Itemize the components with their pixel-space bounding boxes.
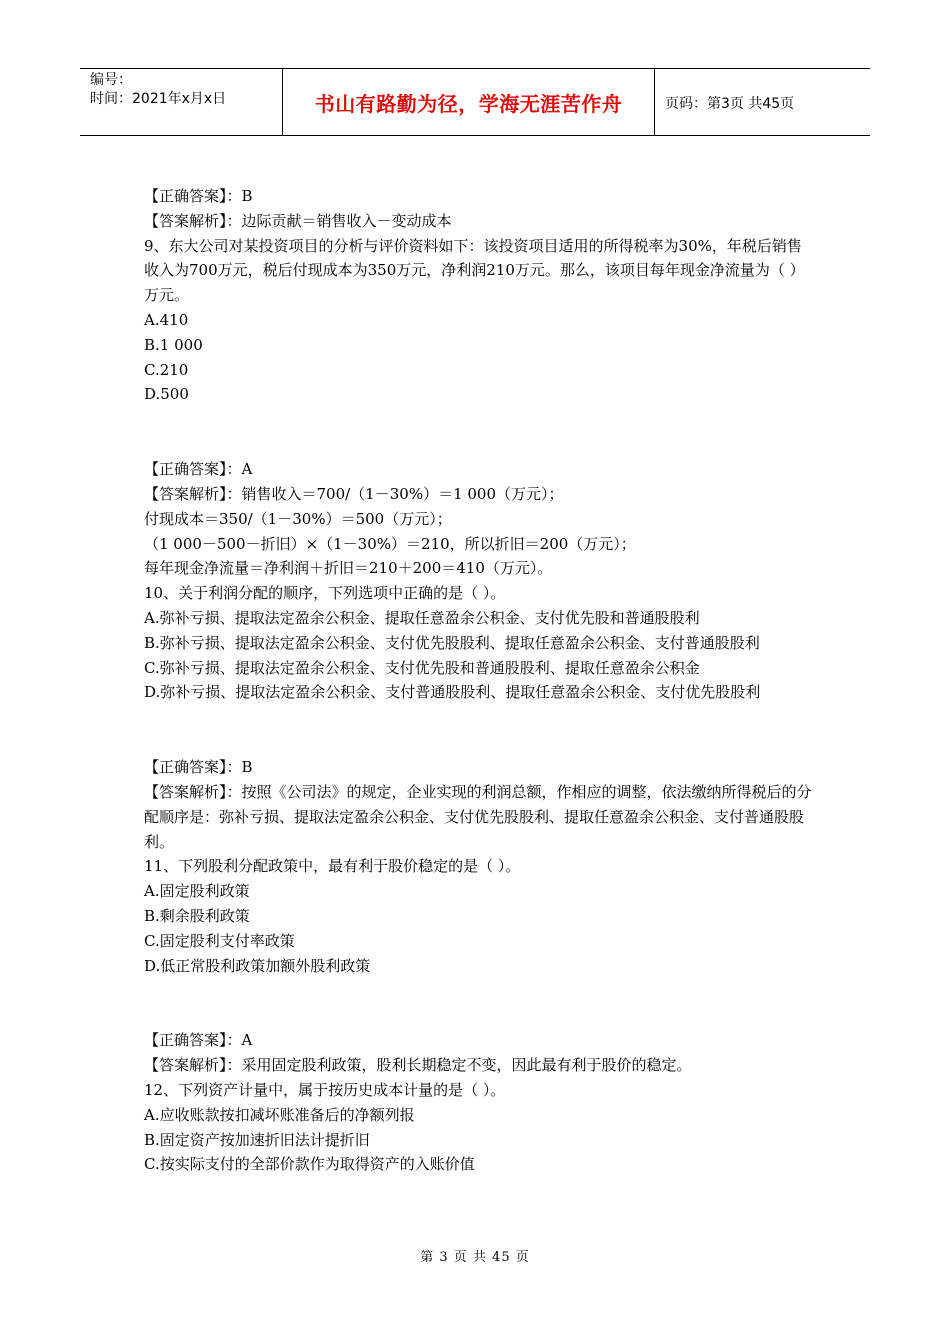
text-line: C.弥补亏损、提取法定盈余公积金、支付优先股和普通股股利、提取任意盈余公积金 bbox=[144, 658, 700, 677]
qa-block bbox=[144, 457, 814, 705]
header-page-code: 页码：第3页 共45页 bbox=[665, 95, 795, 112]
text-line: 11、下列股利分配政策中，最有利于股价稳定的是（ ）。 bbox=[144, 857, 521, 876]
text-line: B.固定资产按加速折旧法计提折旧 bbox=[144, 1130, 370, 1149]
text-line: 【答案解析】：采用固定股利政策，股利长期稳定不变，因此最有利于股价的稳定。 bbox=[144, 1056, 692, 1075]
block-spacer bbox=[144, 407, 814, 457]
document-body bbox=[144, 184, 814, 1177]
text-line: 【正确答案】：B bbox=[144, 758, 253, 777]
block-spacer bbox=[144, 978, 814, 1028]
text-line: 【正确答案】：B bbox=[144, 187, 253, 205]
text-line: （1 000－500－折旧）×（1－30%）＝210，所以折旧＝200（万元）； bbox=[144, 534, 636, 553]
qa-block bbox=[144, 184, 814, 407]
text-line: 【答案解析】：边际贡献＝销售收入－变动成本 bbox=[144, 211, 452, 230]
serial-number-label: 编号： bbox=[90, 72, 132, 88]
text-line: C.按实际支付的全部价款作为取得资产的入账价值 bbox=[144, 1155, 475, 1174]
text-line: 10、关于利润分配的顺序，下列选项中正确的是（ ）。 bbox=[144, 584, 506, 603]
text-line: 9、东大公司对某投资项目的分析与评价资料如下：该投资项目适用的所得税率为30%，年税后销售收入为700万元，税后付现成本为350万元，净利润210万元。那么，该项目每年现金净流量为（ ）万元。 bbox=[144, 236, 805, 305]
text-line: B.剩余股利政策 bbox=[144, 906, 250, 925]
header-motto-cell bbox=[283, 69, 655, 136]
text-line: A.固定股利政策 bbox=[144, 882, 250, 901]
text-line: D.低正常股利政策加额外股利政策 bbox=[144, 956, 371, 975]
text-line: 付现成本＝350/（1－30%）＝500（万元）； bbox=[144, 509, 452, 528]
qa-block bbox=[144, 755, 814, 978]
text-line: D.500 bbox=[144, 385, 189, 404]
text-line: D.弥补亏损、提取法定盈余公积金、支付普通股股利、提取任意盈余公积金、支付优先股股利 bbox=[144, 683, 761, 702]
header-motto: 书山有路勤为径，学海无涯苦作舟 bbox=[314, 92, 623, 116]
text-line: A.应收账款按扣减坏账准备后的净额列报 bbox=[144, 1105, 415, 1124]
page-footer: 第 3 页 共 45 页 bbox=[420, 1250, 530, 1265]
text-line: 【正确答案】：A bbox=[144, 1031, 253, 1050]
text-line: 【答案解析】：销售收入＝700/（1－30%）＝1 000（万元）； bbox=[144, 484, 564, 503]
block-spacer bbox=[144, 705, 814, 755]
text-line: 【答案解析】：按照《公司法》的规定，企业实现的利润总额，作相应的调整，依法缴纳所得税后的分配顺序是：弥补亏损、提取法定盈余公积金、支付优先股股利、提取任意盈余公积金、支付普通股股利。 bbox=[144, 782, 812, 851]
text-line: B.弥补亏损、提取法定盈余公积金、支付优先股股利、提取任意盈余公积金、支付普通股股利 bbox=[144, 633, 760, 652]
text-line: 每年现金净流量＝净利润＋折旧＝210＋200＝410（万元）。 bbox=[144, 559, 553, 578]
qa-block bbox=[144, 1028, 814, 1177]
text-line: C.210 bbox=[144, 360, 189, 379]
text-line: A.弥补亏损、提取法定盈余公积金、提取任意盈余公积金、支付优先股和普通股股利 bbox=[144, 608, 700, 627]
text-line: B.1 000 bbox=[144, 335, 203, 354]
time-label: 时间：2021年x月x日 bbox=[90, 91, 227, 107]
text-line: A.410 bbox=[144, 310, 189, 329]
text-line: C.固定股利支付率政策 bbox=[144, 931, 295, 950]
text-line: 【正确答案】：A bbox=[144, 460, 253, 479]
text-line: 12、下列资产计量中，属于按历史成本计量的是（ ）。 bbox=[144, 1080, 506, 1099]
header-meta bbox=[80, 69, 283, 136]
page-header bbox=[80, 68, 870, 136]
